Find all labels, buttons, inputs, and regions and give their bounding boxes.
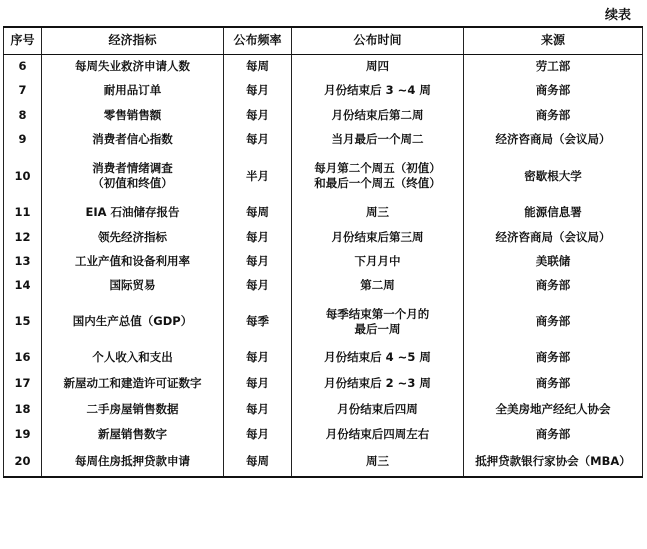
table-row bbox=[4, 369, 643, 397]
cell-indicator: 每周住房抵押贷款申请 bbox=[42, 447, 224, 477]
table-header-row bbox=[4, 27, 643, 54]
cell-frequency: 每月 bbox=[224, 397, 292, 422]
cell-release-time: 当月最后一个周二 bbox=[292, 127, 464, 152]
cell-frequency: 每月 bbox=[224, 127, 292, 152]
cell-no: 13 bbox=[4, 250, 42, 273]
table-row bbox=[4, 200, 643, 225]
cell-source: 劳工部 bbox=[464, 54, 643, 78]
cell-frequency: 每周 bbox=[224, 447, 292, 477]
table-row bbox=[4, 78, 643, 103]
cell-source: 商务部 bbox=[464, 422, 643, 447]
table-row bbox=[4, 273, 643, 298]
economic-indicators-table bbox=[3, 26, 643, 478]
cell-source: 商务部 bbox=[464, 273, 643, 298]
table-row bbox=[4, 447, 643, 477]
cell-source: 商务部 bbox=[464, 369, 643, 397]
header-indicator: 经济指标 bbox=[42, 27, 224, 54]
continued-label: 续表 bbox=[604, 8, 631, 23]
cell-frequency: 每月 bbox=[224, 422, 292, 447]
cell-source: 商务部 bbox=[464, 78, 643, 103]
cell-indicator: 二手房屋销售数据 bbox=[42, 397, 224, 422]
header-frequency: 公布频率 bbox=[224, 27, 292, 54]
cell-release-time: 月份结束后第二周 bbox=[292, 103, 464, 127]
cell-indicator: 领先经济指标 bbox=[42, 225, 224, 250]
cell-release-time: 周三 bbox=[292, 200, 464, 225]
cell-frequency: 每周 bbox=[224, 200, 292, 225]
cell-frequency: 每季 bbox=[224, 298, 292, 345]
cell-release-time: 每月第二个周五（初值） 和最后一个周五（终值） bbox=[292, 152, 464, 200]
cell-source: 抵押贷款银行家协会（MBA） bbox=[464, 447, 643, 477]
table-row bbox=[4, 422, 643, 447]
cell-source: 能源信息署 bbox=[464, 200, 643, 225]
cell-indicator: 零售销售额 bbox=[42, 103, 224, 127]
cell-release-time: 第二周 bbox=[292, 273, 464, 298]
table-row bbox=[4, 298, 643, 345]
cell-indicator: 国际贸易 bbox=[42, 273, 224, 298]
cell-indicator: 耐用品订单 bbox=[42, 78, 224, 103]
cell-no: 18 bbox=[4, 397, 42, 422]
header-no: 序号 bbox=[4, 27, 42, 54]
cell-frequency: 每月 bbox=[224, 345, 292, 369]
cell-source: 经济咨商局（会议局） bbox=[464, 225, 643, 250]
table-row bbox=[4, 54, 643, 78]
table-row bbox=[4, 345, 643, 369]
cell-indicator: EIA 石油储存报告 bbox=[42, 200, 224, 225]
table-row bbox=[4, 127, 643, 152]
cell-source: 经济咨商局（会议局） bbox=[464, 127, 643, 152]
cell-indicator: 消费者情绪调查 （初值和终值） bbox=[42, 152, 224, 200]
cell-indicator: 国内生产总值（GDP） bbox=[42, 298, 224, 345]
cell-source: 密歇根大学 bbox=[464, 152, 643, 200]
cell-frequency: 每月 bbox=[224, 225, 292, 250]
cell-indicator: 新屋销售数字 bbox=[42, 422, 224, 447]
cell-frequency: 每月 bbox=[224, 273, 292, 298]
cell-indicator: 个人收入和支出 bbox=[42, 345, 224, 369]
header-release-time: 公布时间 bbox=[292, 27, 464, 54]
cell-release-time: 周三 bbox=[292, 447, 464, 477]
cell-source: 商务部 bbox=[464, 345, 643, 369]
table-row bbox=[4, 225, 643, 250]
cell-no: 20 bbox=[4, 447, 42, 477]
header-source: 来源 bbox=[464, 27, 643, 54]
cell-frequency: 每月 bbox=[224, 78, 292, 103]
cell-frequency: 每月 bbox=[224, 250, 292, 273]
cell-frequency: 每月 bbox=[224, 369, 292, 397]
cell-indicator: 每周失业救济申请人数 bbox=[42, 54, 224, 78]
cell-frequency: 半月 bbox=[224, 152, 292, 200]
cell-source: 商务部 bbox=[464, 103, 643, 127]
cell-release-time: 月份结束后 3 ~4 周 bbox=[292, 78, 464, 103]
cell-release-time: 月份结束后 4 ~5 周 bbox=[292, 345, 464, 369]
cell-frequency: 每周 bbox=[224, 54, 292, 78]
cell-no: 6 bbox=[4, 54, 42, 78]
cell-source: 商务部 bbox=[464, 298, 643, 345]
cell-release-time: 下月月中 bbox=[292, 250, 464, 273]
cell-no: 17 bbox=[4, 369, 42, 397]
cell-no: 15 bbox=[4, 298, 42, 345]
table-row bbox=[4, 152, 643, 200]
cell-no: 16 bbox=[4, 345, 42, 369]
cell-source: 全美房地产经纪人协会 bbox=[464, 397, 643, 422]
cell-no: 9 bbox=[4, 127, 42, 152]
cell-indicator: 工业产值和设备利用率 bbox=[42, 250, 224, 273]
table-row bbox=[4, 250, 643, 273]
cell-source: 美联储 bbox=[464, 250, 643, 273]
cell-indicator: 消费者信心指数 bbox=[42, 127, 224, 152]
cell-release-time: 每季结束第一个月的 最后一周 bbox=[292, 298, 464, 345]
cell-release-time: 月份结束后 2 ~3 周 bbox=[292, 369, 464, 397]
cell-release-time: 月份结束后第三周 bbox=[292, 225, 464, 250]
cell-release-time: 月份结束后四周 bbox=[292, 397, 464, 422]
cell-frequency: 每月 bbox=[224, 103, 292, 127]
cell-no: 19 bbox=[4, 422, 42, 447]
cell-no: 11 bbox=[4, 200, 42, 225]
cell-no: 12 bbox=[4, 225, 42, 250]
table-row bbox=[4, 103, 643, 127]
cell-no: 14 bbox=[4, 273, 42, 298]
cell-no: 8 bbox=[4, 103, 42, 127]
cell-release-time: 月份结束后四周左右 bbox=[292, 422, 464, 447]
cell-indicator: 新屋动工和建造许可证数字 bbox=[42, 369, 224, 397]
cell-release-time: 周四 bbox=[292, 54, 464, 78]
cell-no: 7 bbox=[4, 78, 42, 103]
cell-no: 10 bbox=[4, 152, 42, 200]
table-row bbox=[4, 397, 643, 422]
